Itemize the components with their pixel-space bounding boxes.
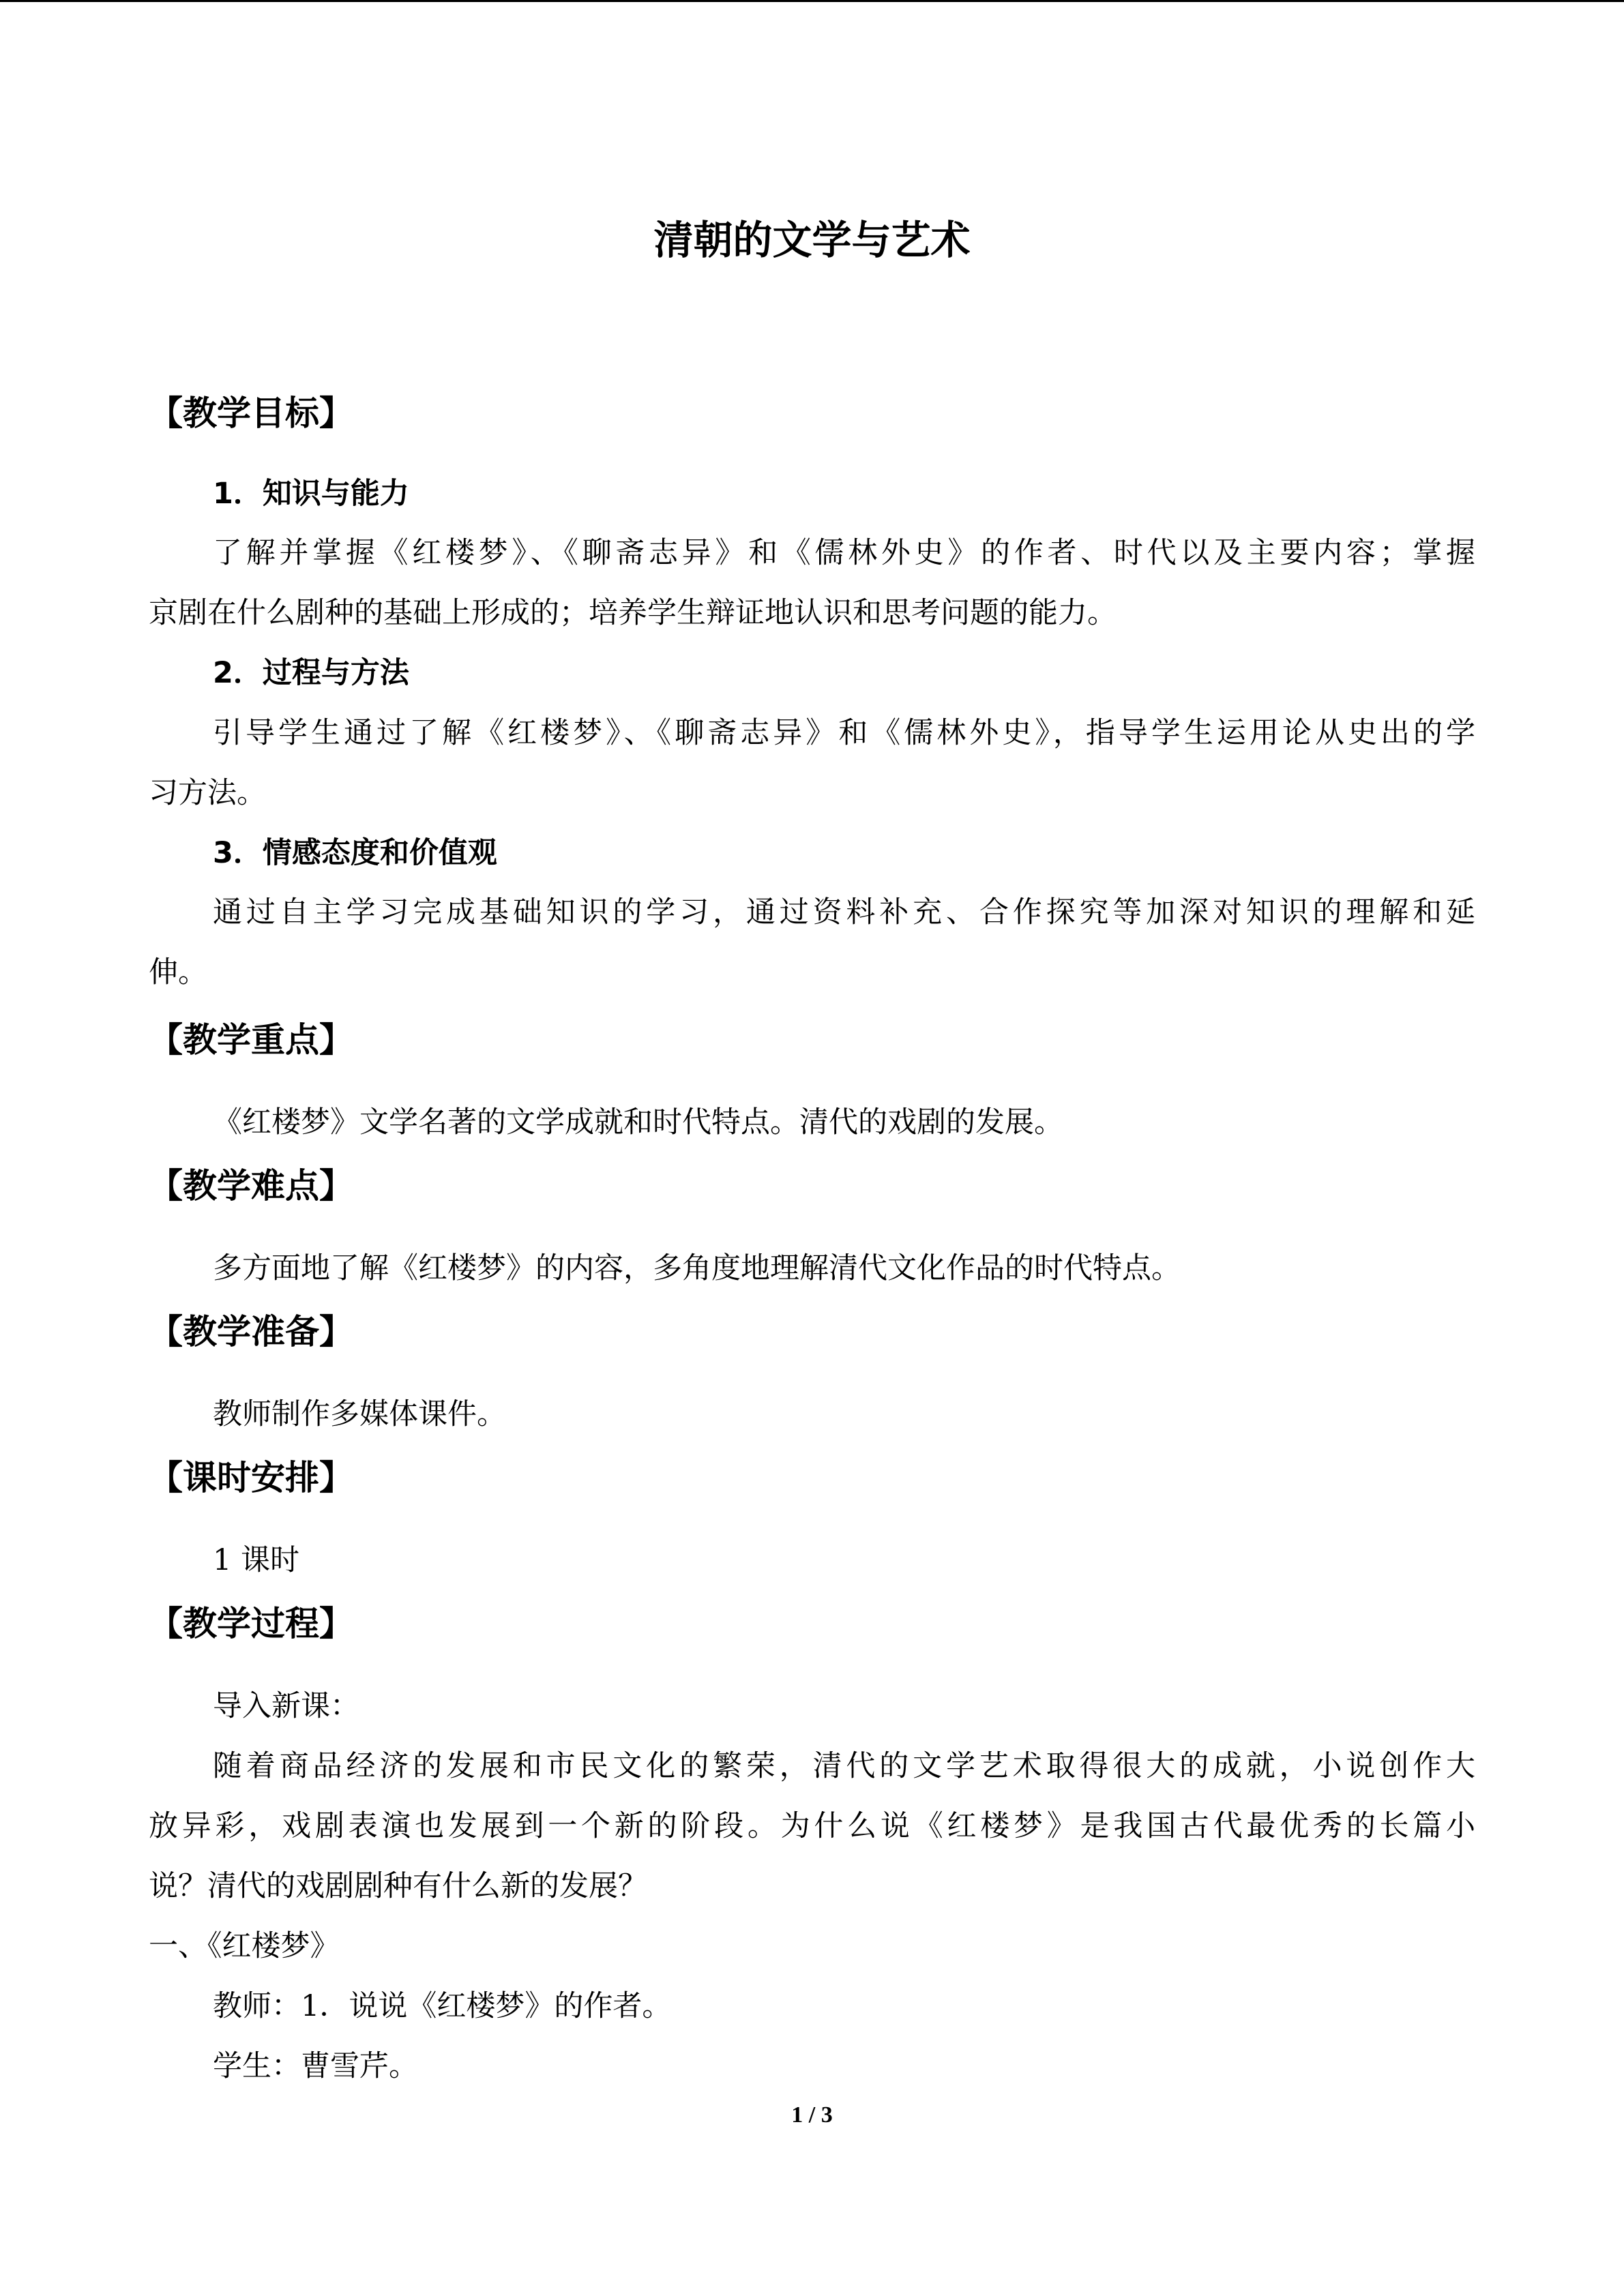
preparation-heading: 【教学准备】 xyxy=(149,1312,353,1352)
process-text-line-1: 引导学生通过了解《红楼梦》、《聊斋志异》和《儒林外史》，指导学生运用论从史出的学 xyxy=(213,716,1475,750)
key-points-heading: 【教学重点】 xyxy=(149,1020,353,1060)
schedule-heading: 【课时安排】 xyxy=(149,1458,353,1497)
attitude-values-heading: 3．情感态度和价值观 xyxy=(213,836,497,870)
intro-label: 导入新课： xyxy=(213,1689,359,1723)
objectives-heading: 【教学目标】 xyxy=(149,393,353,433)
knowledge-text-line-1: 了解并掌握《红楼梦》、《聊斋志异》和《儒林外史》的作者、时代以及主要内容；掌握 xyxy=(213,536,1475,570)
page-number: 1 / 3 xyxy=(791,2102,833,2128)
document-title: 清朝的文学与艺术 xyxy=(653,217,971,263)
schedule-text: 1 课时 xyxy=(213,1543,300,1577)
intro-text-line-3: 说？清代的戏剧剧种有什么新的发展？ xyxy=(149,1869,647,1903)
attitude-text-line-1: 通过自主学习完成基础知识的学习，通过资料补充、合作探究等加深对知识的理解和延 xyxy=(213,895,1475,929)
process-text-line-2: 习方法。 xyxy=(149,776,266,810)
preparation-text: 教师制作多媒体课件。 xyxy=(213,1397,506,1431)
attitude-text-line-2: 伸。 xyxy=(149,955,207,989)
knowledge-text-line-2: 京剧在什么剧种的基础上形成的；培养学生辩证地认识和思考问题的能力。 xyxy=(149,596,1117,630)
difficulties-text: 多方面地了解《红楼梦》的内容，多角度地理解清代文化作品的时代特点。 xyxy=(213,1251,1181,1285)
part1-heading: 一、《红楼梦》 xyxy=(149,1929,340,1963)
procedure-heading: 【教学过程】 xyxy=(149,1604,353,1643)
process-method-heading: 2．过程与方法 xyxy=(213,656,409,690)
intro-text-line-1: 随着商品经济的发展和市民文化的繁荣，清代的文学艺术取得很大的成就，小说创作大 xyxy=(213,1749,1475,1783)
intro-text-line-2: 放异彩，戏剧表演也发展到一个新的阶段。为什么说《红楼梦》是我国古代最优秀的长篇小 xyxy=(149,1809,1475,1843)
document-page xyxy=(149,0,1475,2296)
teacher-question-1: 教师：1．说说《红楼梦》的作者。 xyxy=(213,1989,672,2023)
difficulties-heading: 【教学难点】 xyxy=(149,1166,353,1206)
student-answer-1: 学生：曹雪芹。 xyxy=(213,2049,418,2083)
knowledge-ability-heading: 1．知识与能力 xyxy=(213,477,409,511)
key-points-text: 《红楼梦》文学名著的文学成就和时代特点。清代的戏剧的发展。 xyxy=(213,1105,1063,1139)
